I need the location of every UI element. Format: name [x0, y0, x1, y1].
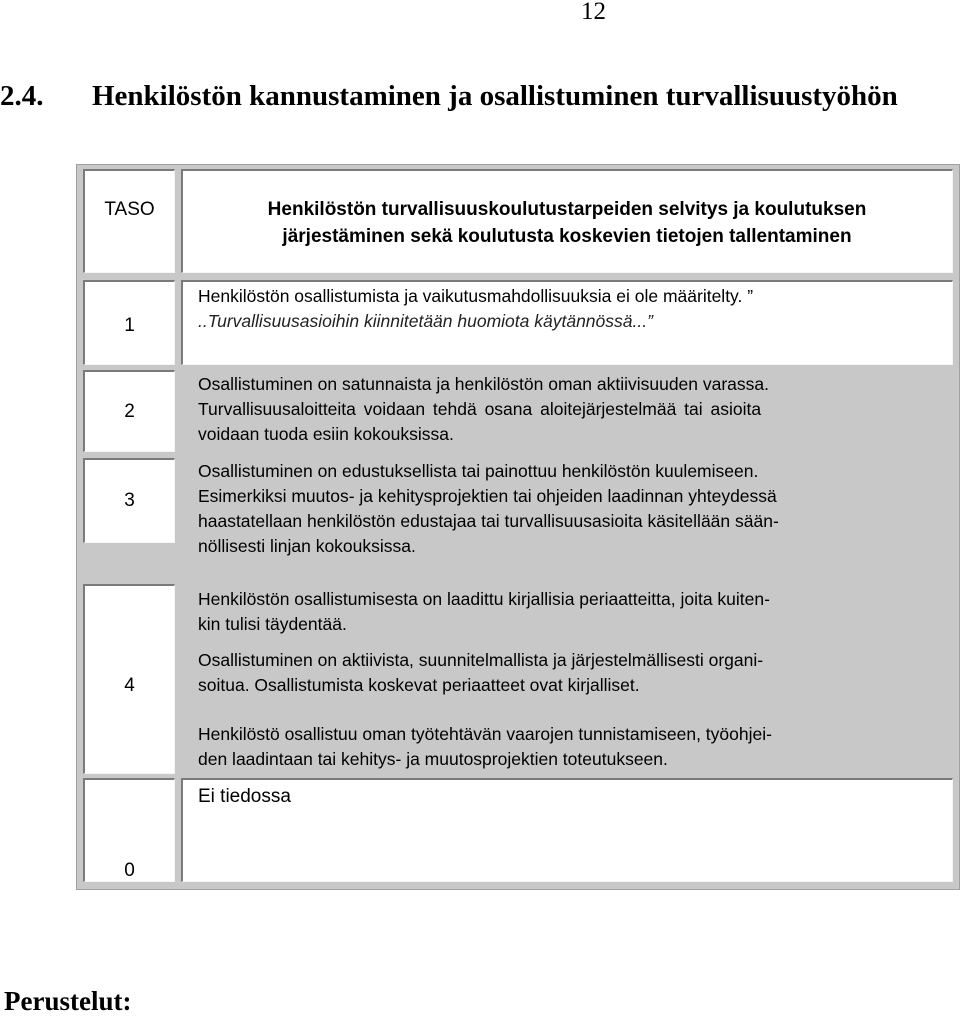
row-4c-text — [198, 722, 938, 772]
row-4a-text — [198, 587, 938, 637]
row-1-line: Henkilöstön osallistumista ja vaikutusmahdollisuuksia ei ole määritelty. ” — [198, 286, 754, 306]
row-0-text: Ei tiedossa — [198, 786, 291, 807]
row-2-line: Turvallisuusaloitteita voidaan tehdä osana aloitejärjestelmää tai asioita — [198, 399, 762, 419]
row-1-text — [198, 284, 938, 334]
level-3: 3 — [124, 490, 135, 511]
header-level: TASO — [104, 198, 155, 220]
header-desc-line: järjestäminen sekä koulutusta koskevien tietojen tallentaminen — [282, 226, 852, 247]
level-0: 0 — [124, 859, 135, 881]
row-4c-line: Henkilöstö osallistuu oman työtehtävän vaarojen tunnistamiseen, työohjei- — [198, 724, 772, 744]
row-4b-line: Osallistuminen on aktiivista, suunnitelmallista ja järjestelmällisesti organi- — [198, 650, 764, 670]
row-2-text — [198, 372, 938, 447]
page-number: 12 — [581, 0, 606, 25]
level-2-cell — [83, 370, 175, 452]
row-3-line: Osallistuminen on edustuksellista tai painottuu henkilöstön kuulemiseen. — [198, 461, 759, 481]
section-number: 2.4. — [0, 80, 44, 112]
level-2: 2 — [124, 400, 135, 422]
row-3-line: nöllisesti linjan kokouksissa. — [198, 536, 416, 556]
row-4c-line: den laadintaan tai kehitys- ja muutosprojektien toteutukseen. — [198, 749, 668, 769]
header-desc-line: Henkilöstön turvallisuuskoulutustarpeiden selvitys ja koulutuksen — [267, 199, 867, 220]
row-1-quote: ..Turvallisuusasioihin kiinnitetään huomiota käytännössä...” — [198, 311, 653, 331]
level-4-cell — [83, 584, 175, 774]
row-4b-text — [198, 648, 938, 698]
header-level-cell — [83, 169, 175, 273]
row-4a-line: kin tulisi täydentää. — [198, 614, 347, 634]
level-0-cell — [83, 778, 175, 882]
row-2-line: Osallistuminen on satunnaista ja henkilöstön oman aktiivisuuden varassa. — [198, 374, 770, 394]
row-3-line: Esimerkiksi muutos- ja kehitysprojektien tai ohjeiden laadinnan yhteydessä — [198, 486, 777, 506]
level-1: 1 — [124, 315, 135, 336]
row-2-line: voidaan tuoda esiin kokouksissa. — [198, 424, 454, 444]
row-3-line: haastatellaan henkilöstön edustajaa tai turvallisuusasioita käsitellään sään- — [198, 511, 779, 531]
row-4b-line: soitua. Osallistumista koskevat periaatteet ovat kirjalliset. — [198, 675, 640, 695]
row-3-text — [198, 459, 938, 559]
level-1-cell — [83, 280, 175, 365]
section-title: Henkilöstön kannustaminen ja osallistuminen turvallisuustyöhön — [92, 80, 898, 112]
level-4: 4 — [124, 674, 135, 696]
perustelut-heading: Perustelut: — [4, 986, 132, 1016]
row-4a-line: Henkilöstön osallistumisesta on laadittu kirjallisia periaatteitta, joita kuiten- — [198, 589, 770, 609]
header-description — [182, 196, 952, 250]
level-3-cell — [83, 458, 175, 543]
